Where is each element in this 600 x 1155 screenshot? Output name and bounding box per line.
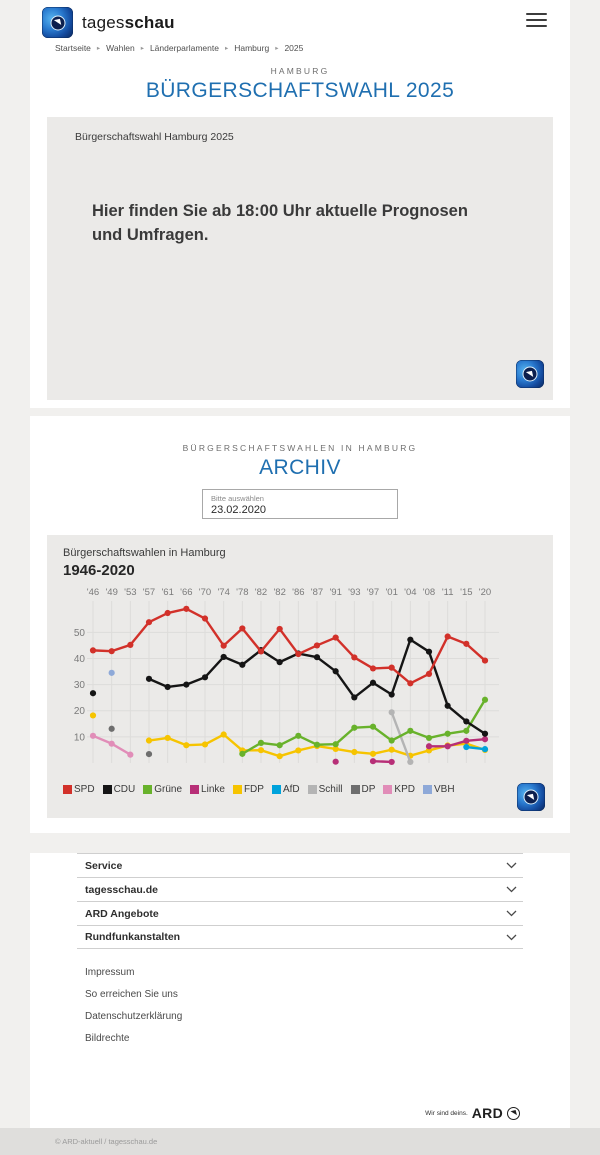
legend-swatch xyxy=(423,785,432,794)
breadcrumb-item[interactable]: Wahlen xyxy=(106,43,135,53)
chevron-down-icon xyxy=(506,910,517,917)
ard-slogan: Wir sind deins. xyxy=(425,1109,468,1117)
svg-text:10: 10 xyxy=(73,732,85,744)
legend-label: DP xyxy=(361,784,376,795)
legend-swatch xyxy=(143,785,152,794)
legend-item-vbh xyxy=(423,784,455,795)
legend-item-afd xyxy=(272,784,300,795)
results-line-chart xyxy=(63,585,537,780)
history-chart-card xyxy=(47,535,553,818)
accordion-service[interactable] xyxy=(77,853,523,877)
ard-globe-icon: ◥ xyxy=(524,790,539,805)
brand-wordmark: tagesschau xyxy=(82,12,175,32)
legend-label: Grüne xyxy=(154,784,183,795)
legend-label: KPD xyxy=(394,784,415,795)
legend-item-grüne xyxy=(143,784,182,795)
svg-text:'70: '70 xyxy=(198,587,212,598)
svg-text:'87: '87 xyxy=(310,587,324,598)
breadcrumb xyxy=(55,43,570,53)
legend-swatch xyxy=(233,785,242,794)
accordion-label: tagesschau.de xyxy=(85,883,158,896)
hamburger-menu-icon[interactable] xyxy=(526,13,547,27)
accordion-label: Rundfunkanstalten xyxy=(85,931,181,943)
svg-text:30: 30 xyxy=(73,680,85,692)
breadcrumb-separator-icon: ▸ xyxy=(275,45,279,52)
chart-legend xyxy=(63,784,503,795)
svg-text:50: 50 xyxy=(73,627,85,639)
legend-item-spd xyxy=(63,784,95,795)
legend-label: FDP xyxy=(243,784,264,795)
teaser-label: Bürgerschaftswahl Hamburg 2025 xyxy=(75,131,234,143)
svg-text:'11: '11 xyxy=(441,587,454,598)
svg-text:'53: '53 xyxy=(124,587,137,598)
svg-text:'04: '04 xyxy=(404,587,417,598)
accordion-ard-angebote[interactable] xyxy=(77,901,523,925)
footer-links xyxy=(77,962,523,1050)
svg-text:'08: '08 xyxy=(422,587,436,598)
breadcrumb-item[interactable]: Startseite xyxy=(55,43,91,53)
archive-title: ARCHIV xyxy=(259,456,341,479)
accordion-tagesschau-de[interactable] xyxy=(77,877,523,901)
legend-label: CDU xyxy=(113,784,136,795)
chevron-down-icon xyxy=(506,862,517,869)
legend-swatch xyxy=(272,785,281,794)
tagesschau-app-icon xyxy=(516,360,544,388)
legend-label: SPD xyxy=(74,784,95,795)
legend-label: AfD xyxy=(282,784,300,795)
site-header xyxy=(30,0,570,38)
svg-text:'93: '93 xyxy=(348,587,361,598)
legend-swatch xyxy=(63,785,72,794)
ard-one-icon: ◥ xyxy=(507,1107,520,1120)
legend-label: Linke xyxy=(201,784,225,795)
legend-item-schill xyxy=(308,784,343,795)
svg-text:'15: '15 xyxy=(460,587,473,598)
svg-text:20: 20 xyxy=(73,706,85,718)
svg-text:'82: '82 xyxy=(254,587,268,598)
svg-text:'86: '86 xyxy=(292,587,305,598)
tagesschau-app-icon xyxy=(42,7,73,38)
breadcrumb-separator-icon: ▸ xyxy=(96,45,101,52)
legend-label: Schill xyxy=(318,784,343,795)
breadcrumb-separator-icon: ▸ xyxy=(224,45,229,52)
breadcrumb-separator-icon: ▸ xyxy=(140,45,144,52)
link-datenschutz[interactable]: Datenschutzerklärung xyxy=(85,1011,183,1022)
svg-text:'66: '66 xyxy=(180,587,193,598)
select-label: Bitte auswählen xyxy=(211,494,264,503)
legend-swatch xyxy=(190,785,199,794)
svg-text:'57: '57 xyxy=(142,587,156,598)
legend-item-dp xyxy=(351,784,376,795)
svg-text:'01: '01 xyxy=(385,587,398,598)
election-teaser-box xyxy=(47,117,553,400)
chart-subtitle: 1946-2020 xyxy=(63,562,135,579)
link-kontakt[interactable]: So erreichen Sie uns xyxy=(85,989,178,1000)
page-title: BÜRGERSCHAFTSWAHL 2025 xyxy=(145,79,455,102)
tagesschau-app-icon xyxy=(517,783,545,811)
svg-text:40: 40 xyxy=(73,653,85,665)
breadcrumb-item[interactable]: Länderparlamente xyxy=(149,43,219,53)
copyright-text: © ARD-aktuell / tagesschau.de xyxy=(55,1137,158,1146)
legend-item-cdu xyxy=(103,784,136,795)
select-value: 23.02.2020 xyxy=(211,504,267,516)
legend-item-kpd xyxy=(383,784,415,795)
svg-text:'20: '20 xyxy=(478,587,492,598)
link-bildrechte[interactable]: Bildrechte xyxy=(85,1033,130,1044)
tagesschau-logo[interactable] xyxy=(42,7,570,38)
accordion-label: ARD Angebote xyxy=(85,907,159,920)
teaser-message: Hier finden Sie ab 18:00 Uhr aktuelle Prognosen und Umfragen. xyxy=(92,202,468,244)
legend-swatch xyxy=(383,785,392,794)
ard-wordmark: ARD xyxy=(471,1105,503,1121)
footer-accordions xyxy=(77,853,523,949)
chevron-down-icon xyxy=(506,886,517,893)
breadcrumb-item[interactable]: Hamburg xyxy=(234,43,270,53)
svg-text:'61: '61 xyxy=(161,587,174,598)
svg-text:'82: '82 xyxy=(273,587,286,598)
hero-kicker: HAMBURG xyxy=(270,66,330,76)
svg-text:'78: '78 xyxy=(236,587,249,598)
accordion-rundfunkanstalten[interactable] xyxy=(77,925,523,949)
legend-swatch xyxy=(103,785,112,794)
svg-text:'49: '49 xyxy=(105,587,118,598)
archive-kicker: BÜRGERSCHAFTSWAHLEN IN HAMBURG xyxy=(182,443,418,453)
legend-swatch xyxy=(351,785,360,794)
legend-item-linke xyxy=(190,784,225,795)
ard-brand xyxy=(425,1105,520,1121)
link-impressum[interactable]: Impressum xyxy=(85,967,135,978)
svg-text:'74: '74 xyxy=(217,587,230,598)
svg-text:'97: '97 xyxy=(366,587,380,598)
svg-text:'91: '91 xyxy=(329,587,342,598)
svg-text:'46: '46 xyxy=(86,587,100,598)
ard-globe-icon: ◥ xyxy=(523,367,538,382)
footer xyxy=(30,853,570,1128)
accordion-label: Service xyxy=(85,859,123,872)
chevron-down-icon xyxy=(506,934,517,941)
election-date-select[interactable] xyxy=(202,489,398,519)
breadcrumb-item[interactable]: 2025 xyxy=(284,43,304,53)
legend-label: VBH xyxy=(433,784,455,795)
chart-title: Bürgerschaftswahlen in Hamburg xyxy=(63,547,226,559)
ard-globe-icon: ◥ xyxy=(50,15,65,30)
legend-item-fdp xyxy=(233,784,264,795)
legend-swatch xyxy=(308,785,317,794)
archive-section xyxy=(30,416,570,833)
hero-section xyxy=(30,0,570,408)
